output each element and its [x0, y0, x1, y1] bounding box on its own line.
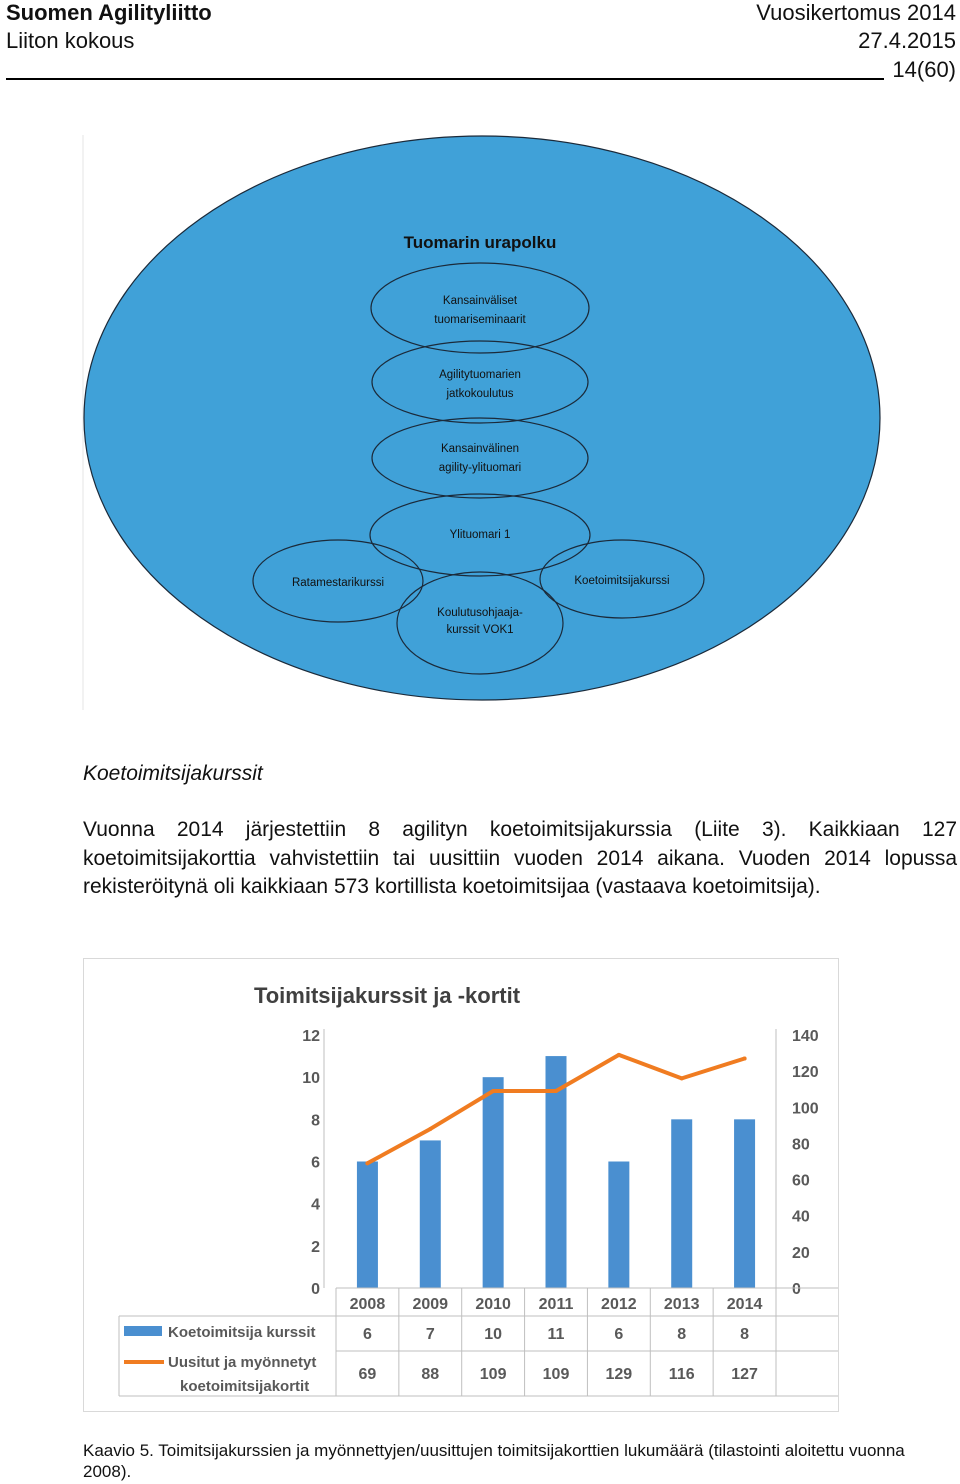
legend-bar-label: Koetoimitsija kurssit	[168, 1324, 316, 1341]
node-label: Kansainväliset	[442, 295, 518, 307]
node-label: Ylituomari 1	[449, 529, 511, 541]
organization-name: Suomen Agilityliitto	[6, 0, 212, 25]
diagram-title: Tuomarin urapolku	[403, 233, 557, 252]
bar-data-label: 6	[362, 1326, 372, 1343]
bar-data-label: 7	[425, 1326, 435, 1343]
figure-caption: Kaavio 5. Toimitsijakurssien ja myönnettyjen/uusittujen toimitsijakorttien lukumäärä (tilastointi aloitettu vuonna 2008).	[83, 1441, 905, 1481]
line-data-label: 109	[542, 1366, 570, 1383]
bar-data-label: 8	[677, 1326, 687, 1343]
bar	[483, 1077, 504, 1288]
header-rule	[6, 78, 884, 80]
line-point	[428, 1127, 432, 1131]
bar-data-label: 11	[547, 1326, 565, 1343]
legend-line-label: Uusitut ja myönnetyt	[168, 1354, 317, 1371]
right-axis-tick: 80	[792, 1136, 810, 1154]
line-point	[554, 1089, 558, 1093]
category-label: 2010	[475, 1296, 511, 1313]
left-axis-tick: 8	[311, 1112, 320, 1130]
meeting-name: Liiton kokous	[6, 28, 135, 53]
line-data-label: 116	[668, 1366, 695, 1383]
node-label: kurssit VOK1	[446, 624, 514, 636]
bar	[357, 1162, 378, 1289]
right-axis-tick: 40	[792, 1208, 810, 1226]
category-label: 2011	[538, 1296, 574, 1313]
node-label: tuomariseminaarit	[434, 314, 526, 326]
right-axis-tick: 120	[792, 1064, 819, 1082]
line-point	[491, 1089, 495, 1093]
career-path-diagram	[82, 135, 882, 710]
page-number: 14(60)	[892, 57, 956, 82]
node-label: Ratamestarikurssi	[291, 577, 385, 589]
node-label: Agilitytuomarien	[439, 369, 521, 381]
right-axis-tick: 0	[792, 1281, 801, 1298]
combo-chart	[84, 959, 838, 1411]
line-point	[617, 1053, 621, 1057]
chart-frame	[83, 958, 839, 1412]
section-heading: Koetoimitsijakurssit	[83, 762, 263, 785]
line-point	[365, 1161, 369, 1165]
legend-bar-key	[124, 1326, 162, 1336]
left-axis-tick: 12	[302, 1028, 320, 1045]
left-axis-tick: 6	[311, 1154, 320, 1172]
right-axis-tick: 100	[792, 1100, 819, 1118]
bar	[420, 1140, 441, 1288]
line-data-label: 109	[479, 1366, 507, 1383]
node-label: Koetoimitsijakurssi	[574, 575, 670, 587]
node-label: agility-ylituomari	[438, 462, 522, 474]
body-paragraph: Vuonna 2014 järjestettiin 8 agilityn koetoimitsijakurssia (Liite 3). Kaikkiaan 127 koetoimitsijakorttia vahvistettiin tai uusittiin vuoden 2014 aikana. Vuoden 2014 lopussa rekisteröitynä oli kaikkiaan 573 kortillista koetoimitsijaa (vastaava koetoimitsija).	[83, 818, 957, 898]
bar	[671, 1119, 692, 1288]
left-axis-tick: 2	[311, 1238, 320, 1256]
bar	[608, 1162, 629, 1289]
bar	[734, 1119, 755, 1288]
node-label: Koulutusohjaaja-	[437, 607, 523, 619]
node-label: jatkokoulutus	[446, 388, 514, 400]
left-axis-tick: 10	[302, 1070, 320, 1088]
category-label: 2014	[726, 1296, 763, 1313]
right-axis-tick: 60	[792, 1172, 810, 1190]
node-label: Kansainvälinen	[440, 443, 520, 455]
line-data-label: 88	[421, 1366, 440, 1383]
bar-data-label: 8	[740, 1326, 750, 1343]
right-axis-tick: 20	[792, 1244, 810, 1262]
bar-data-label: 6	[614, 1326, 624, 1343]
report-date: 27.4.2015	[858, 28, 956, 53]
line-point	[680, 1076, 684, 1080]
category-label: 2009	[412, 1296, 449, 1313]
line-data-label: 129	[605, 1366, 633, 1383]
chart-title: Toimitsijakurssit ja -kortit	[253, 983, 521, 1008]
category-label: 2013	[663, 1296, 700, 1313]
legend-line-label: koetoimitsijakortit	[180, 1378, 310, 1395]
left-axis-tick: 0	[311, 1281, 320, 1298]
report-title: Vuosikertomus 2014	[756, 0, 956, 25]
line-data-label: 127	[731, 1366, 758, 1383]
line-data-label: 69	[358, 1366, 377, 1383]
category-label: 2012	[601, 1296, 637, 1313]
line-point	[743, 1056, 747, 1060]
category-label: 2008	[349, 1296, 386, 1313]
bar-data-label: 10	[484, 1326, 503, 1343]
right-axis-tick: 140	[792, 1028, 819, 1045]
left-axis-tick: 4	[311, 1196, 320, 1214]
